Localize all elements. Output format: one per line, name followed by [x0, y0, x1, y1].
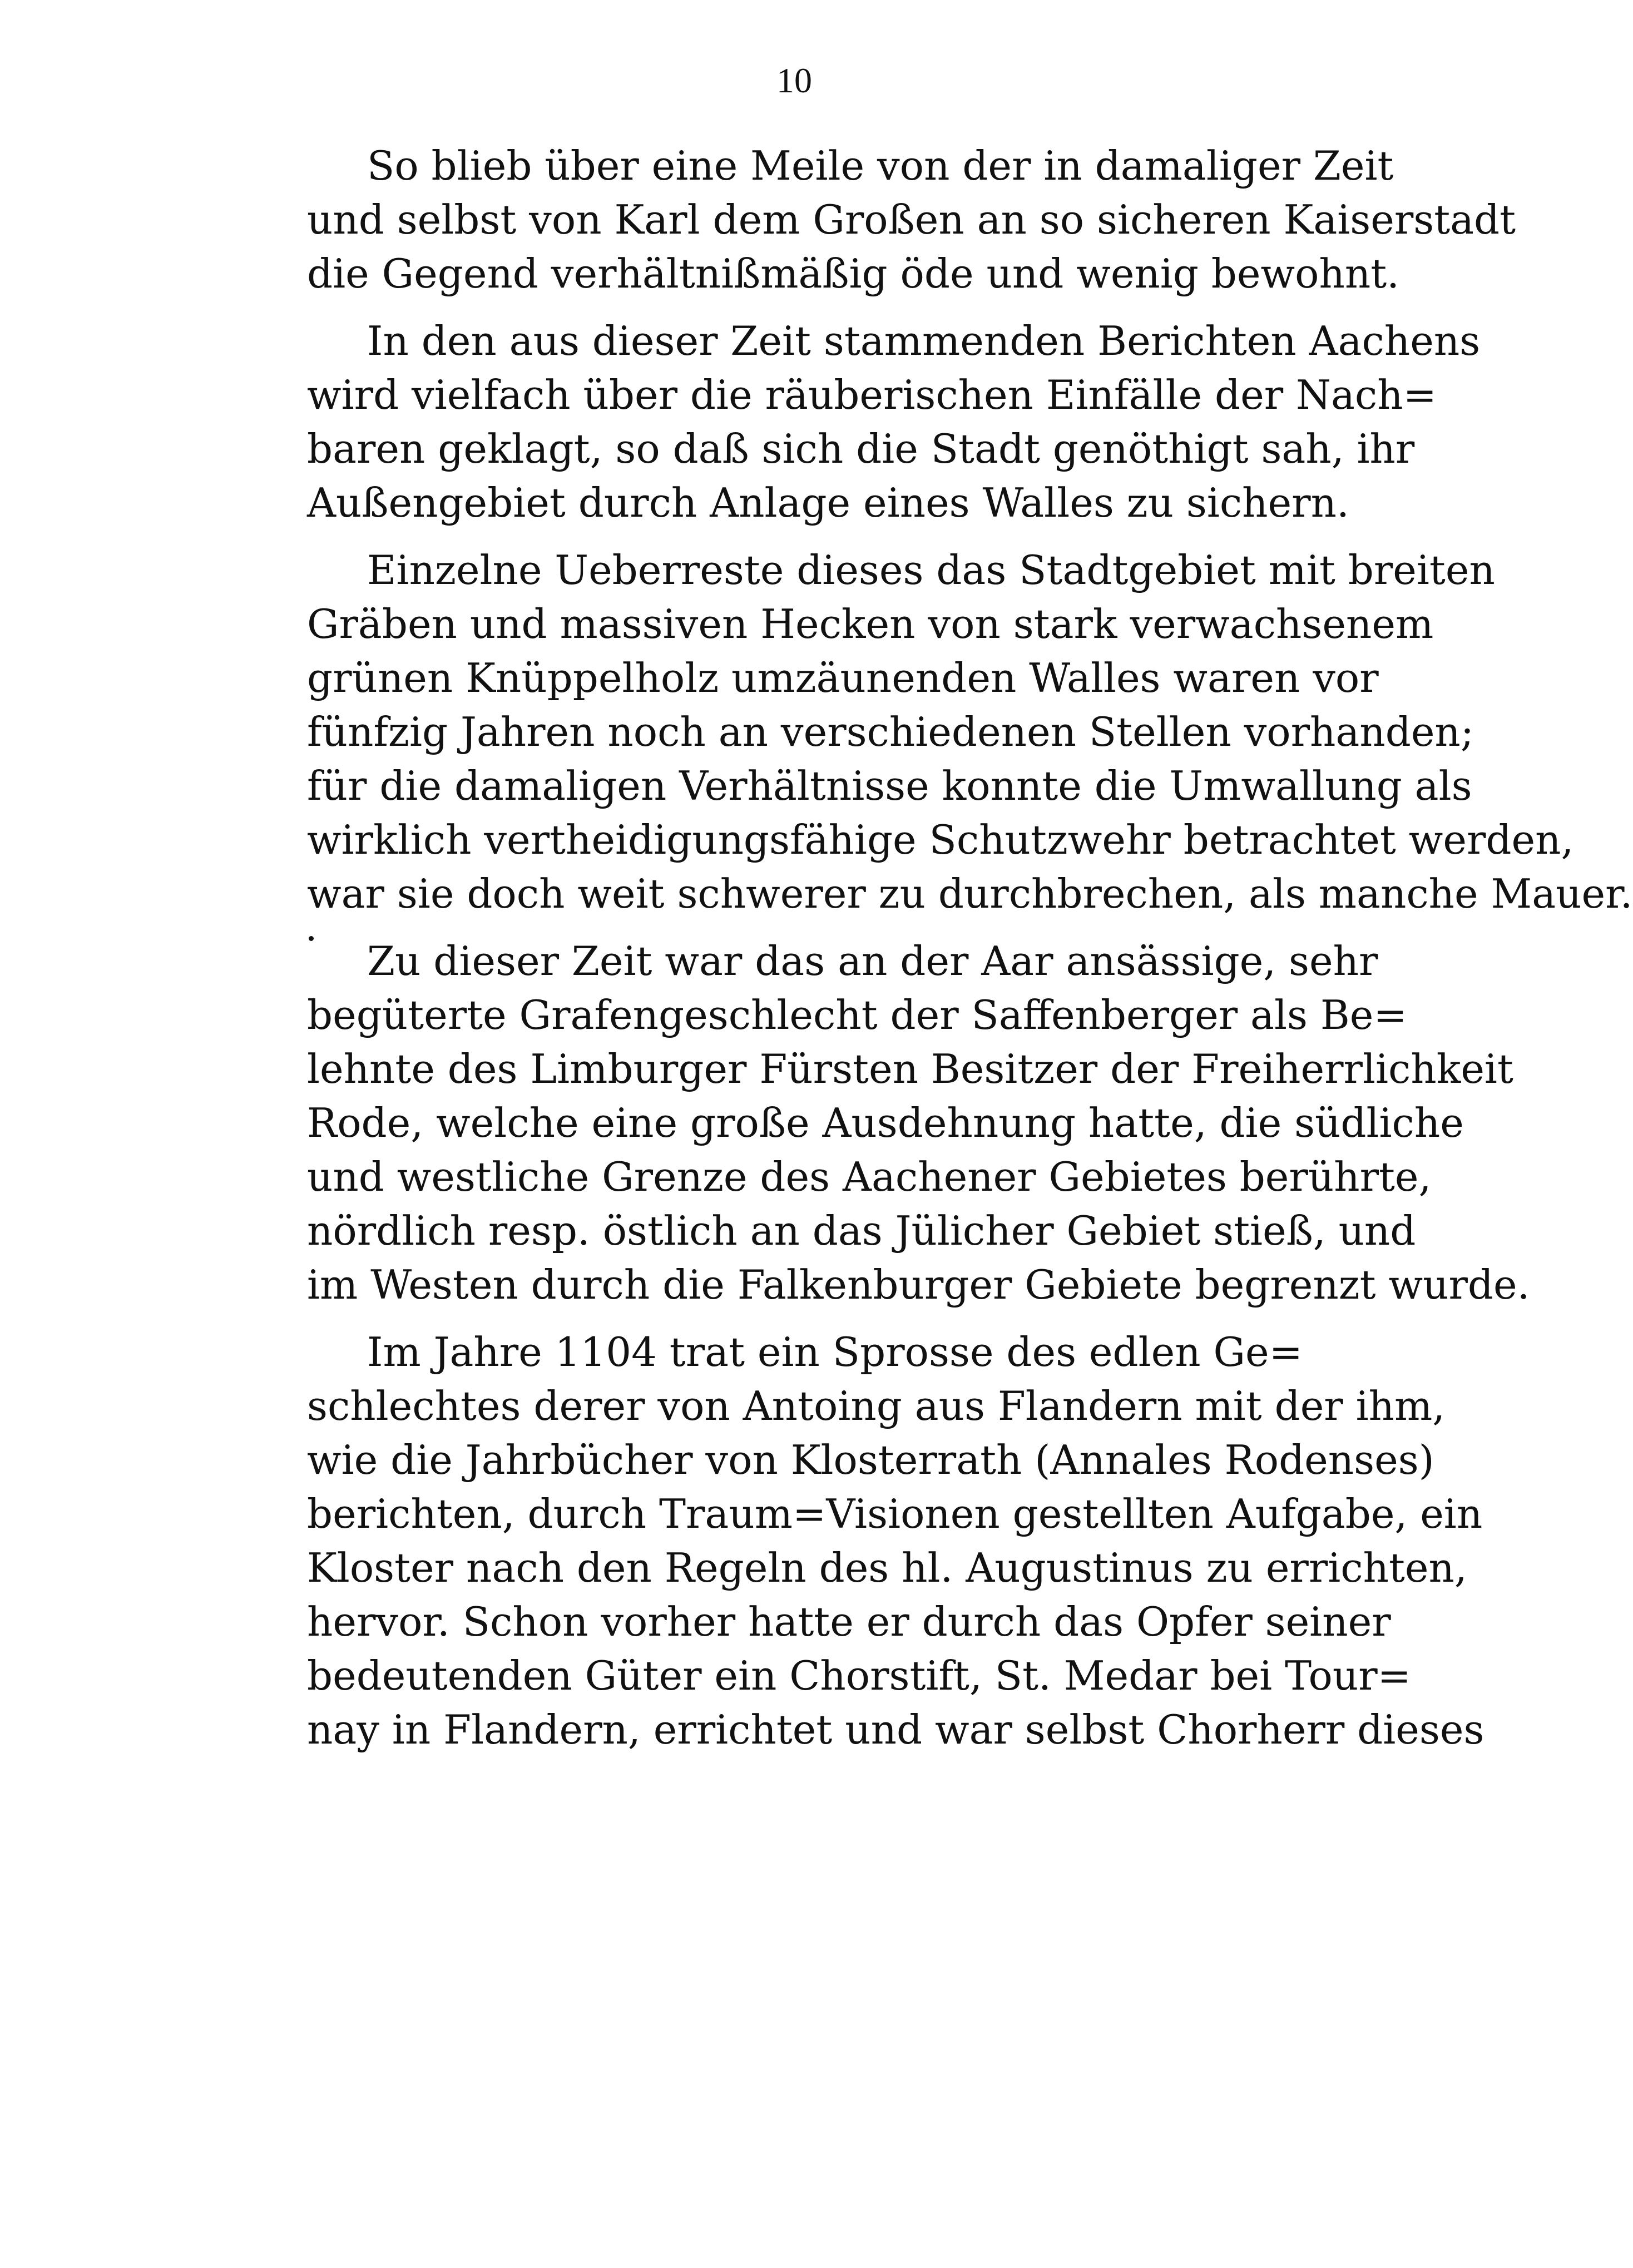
text-line: grünen Knüppelholz umzäunenden Walles waren vor [307, 655, 1379, 701]
paragraph-4 [307, 934, 1530, 1312]
text-line: wirklich vertheidigungsfähige Schutzwehr betrachtet werden, [307, 816, 1574, 863]
text-line: berichten, durch Traum=Visionen gestellten Aufgabe, ein [307, 1490, 1483, 1537]
text-line: begüterte Grafengeschlecht der Saffenberger als Be= [307, 992, 1407, 1038]
page-number: 10 [776, 61, 812, 100]
text-line: und selbst von Karl dem Großen an so sicheren Kaiserstadt [307, 196, 1516, 243]
ink-speck [309, 936, 314, 941]
body-text [307, 139, 1633, 1770]
text-line: schlechtes derer von Antoing aus Flandern mit der ihm, [307, 1383, 1446, 1429]
text-line: baren geklagt, so daß sich die Stadt genöthigt sah, ihr [307, 425, 1415, 472]
text-line: Kloster nach den Regeln des hl. Augustinus zu errichten, [307, 1544, 1467, 1591]
text-line: In den aus dieser Zeit stammenden Berichten Aachens [367, 318, 1481, 364]
text-line: Einzelne Ueberreste dieses das Stadtgebiet mit breiten [367, 547, 1495, 593]
text-line: Außengebiet durch Anlage eines Walles zu sichern. [307, 479, 1349, 526]
text-line: war sie doch weit schwerer zu durchbrechen, als manche Mauer. [307, 870, 1633, 917]
text-line: Gräben und massiven Hecken von stark verwachsenem [307, 601, 1434, 647]
paragraph-1 [307, 139, 1516, 301]
text-line: und westliche Grenze des Aachener Gebietes berührte, [307, 1153, 1432, 1200]
text-line: fünfzig Jahren noch an verschiedenen Stellen vorhanden; [307, 709, 1474, 755]
text-line: Zu dieser Zeit war das an der Aar ansässige, sehr [367, 938, 1378, 984]
paragraph-2 [307, 314, 1481, 530]
text-line: hervor. Schon vorher hatte er durch das Opfer seiner [307, 1598, 1391, 1645]
paragraph-5 [307, 1325, 1484, 1757]
text-line: die Gegend verhältnißmäßig öde und wenig bewohnt. [307, 250, 1400, 297]
text-line: nördlich resp. östlich an das Jülicher Gebiet stieß, und [307, 1207, 1416, 1254]
text-line: lehnte des Limburger Fürsten Besitzer der Freiherrlichkeit [307, 1046, 1513, 1092]
text-line: Rode, welche eine große Ausdehnung hatte, die südliche [307, 1100, 1464, 1146]
paragraph-3 [307, 543, 1633, 921]
text-line: Im Jahre 1104 trat ein Sprosse des edlen Ge= [367, 1329, 1303, 1375]
text-line: wird vielfach über die räuberischen Einfälle der Nach= [307, 372, 1437, 418]
text-line: bedeutenden Güter ein Chorstift, St. Medar bei Tour= [307, 1652, 1411, 1699]
text-line: im Westen durch die Falkenburger Gebiete begrenzt wurde. [307, 1261, 1530, 1308]
text-line: nay in Flandern, errichtet und war selbst Chorherr dieses [307, 1706, 1484, 1753]
text-line: So blieb über eine Meile von der in damaliger Zeit [367, 142, 1394, 189]
text-line: wie die Jahrbücher von Klosterrath (Annales Rodenses) [307, 1437, 1434, 1483]
text-line: für die damaligen Verhältnisse konnte die Umwallung als [307, 762, 1472, 809]
